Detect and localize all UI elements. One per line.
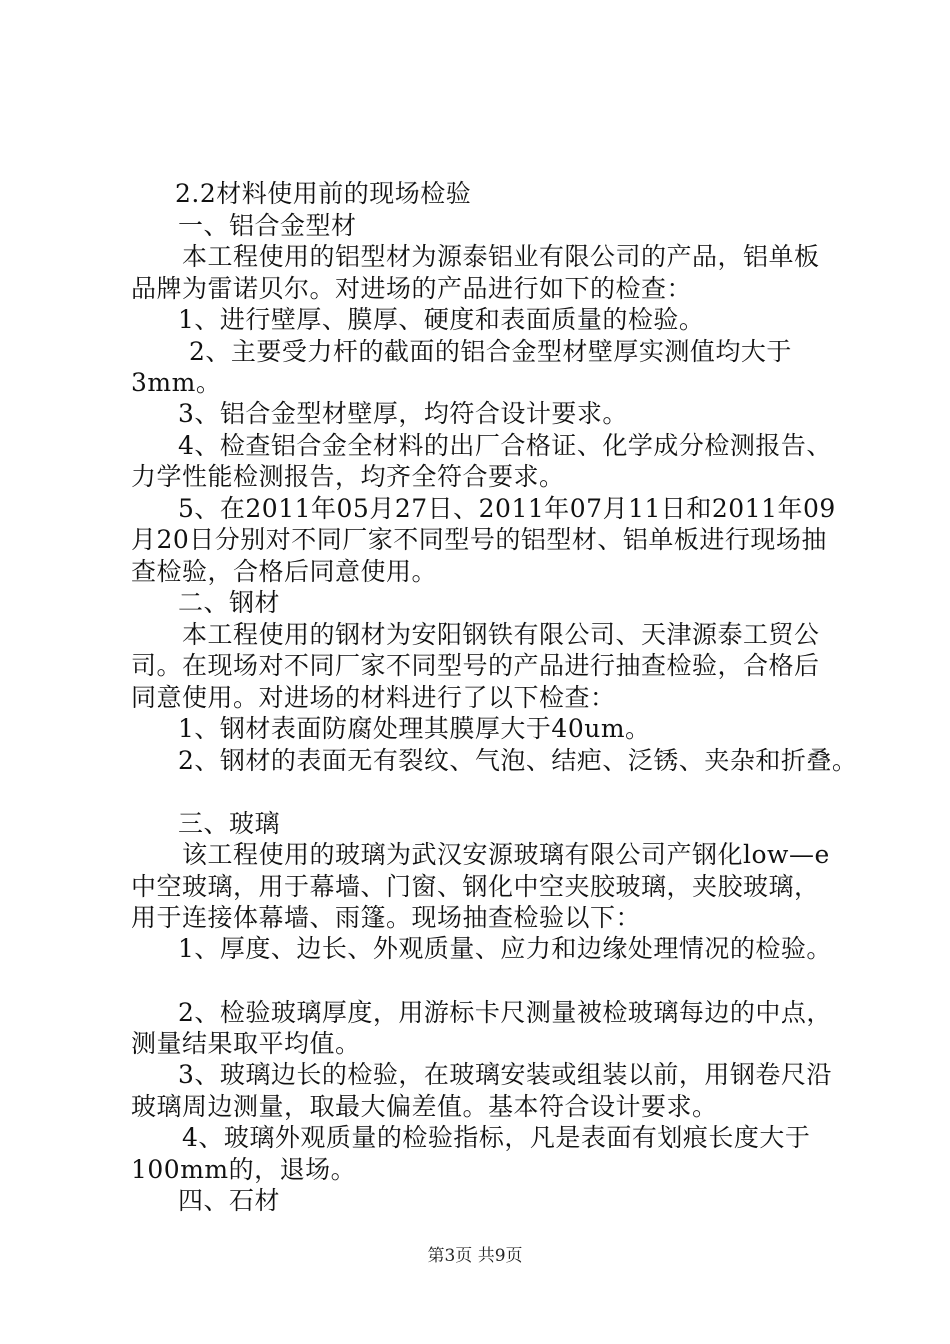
- list-item: 2、检验玻璃厚度，用游标卡尺测量被检玻璃每边的中点，: [178, 998, 832, 1027]
- paragraph-line: 品牌为雷诺贝尔。对进场的产品进行如下的检查：: [131, 274, 693, 303]
- paragraph-line: 用于连接体幕墙、雨篷。现场抽查检验以下：: [131, 903, 642, 932]
- paragraph-line: 该工程使用的玻璃为武汉安源玻璃有限公司产钢化low—e: [182, 840, 830, 869]
- heading-glass: 三、玻璃: [178, 809, 281, 838]
- paragraph-line: 司。在现场对不同厂家不同型号的产品进行抽查检验，合格后: [131, 651, 820, 680]
- list-item: 1、进行壁厚、膜厚、硬度和表面质量的检验。: [178, 305, 705, 334]
- list-item: 1、厚度、边长、外观质量、应力和边缘处理情况的检验。: [178, 934, 832, 963]
- page-footer: 第3页 共9页: [427, 1246, 523, 1266]
- list-item: 2、钢材的表面无有裂纹、气泡、结疤、泛锈、夹杂和折叠。: [178, 746, 858, 775]
- heading-steel: 二、钢材: [178, 588, 281, 617]
- list-item: 3、铝合金型材壁厚，均符合设计要求。: [178, 399, 628, 428]
- paragraph-line: 力学性能检测报告，均齐全符合要求。: [131, 462, 565, 491]
- paragraph-line: 3mm。: [131, 368, 222, 397]
- paragraph-line: 中空玻璃，用于幕墙、门窗、钢化中空夹胶玻璃，夹胶玻璃，: [131, 872, 820, 901]
- paragraph-line: 同意使用。对进场的材料进行了以下检查：: [131, 683, 616, 712]
- list-item: 5、在2011年05月27日、2011年07月11日和2011年09: [178, 494, 836, 523]
- list-item: 4、玻璃外观质量的检验指标，凡是表面有划痕长度大于: [182, 1123, 811, 1152]
- heading-aluminum: 一、铝合金型材: [178, 211, 357, 240]
- paragraph-line: 测量结果取平均值。: [131, 1029, 361, 1058]
- list-item: 1、钢材表面防腐处理其膜厚大于40um。: [178, 714, 651, 743]
- paragraph-line: 100mm的，退场。: [131, 1155, 357, 1184]
- paragraph-line: 本工程使用的钢材为安阳钢铁有限公司、天津源泰工贸公: [182, 620, 820, 649]
- list-item: 3、玻璃边长的检验，在玻璃安装或组装以前，用钢卷尺沿: [178, 1060, 832, 1089]
- list-item: 4、检查铝合金全材料的出厂合格证、化学成分检测报告、: [178, 431, 832, 460]
- paragraph-line: 玻璃周边测量，取最大偏差值。基本符合设计要求。: [131, 1092, 718, 1121]
- list-item: 2、主要受力杆的截面的铝合金型材壁厚实测值均大于: [189, 337, 792, 366]
- section-heading-2-2: 2.2材料使用前的现场检验: [175, 179, 472, 208]
- paragraph-line: 本工程使用的铝型材为源泰铝业有限公司的产品，铝单板: [182, 242, 820, 271]
- heading-stone: 四、石材: [178, 1186, 281, 1215]
- paragraph-line: 查检验，合格后同意使用。: [131, 557, 438, 586]
- paragraph-line: 月20日分别对不同厂家不同型号的铝型材、铝单板进行现场抽: [131, 525, 827, 554]
